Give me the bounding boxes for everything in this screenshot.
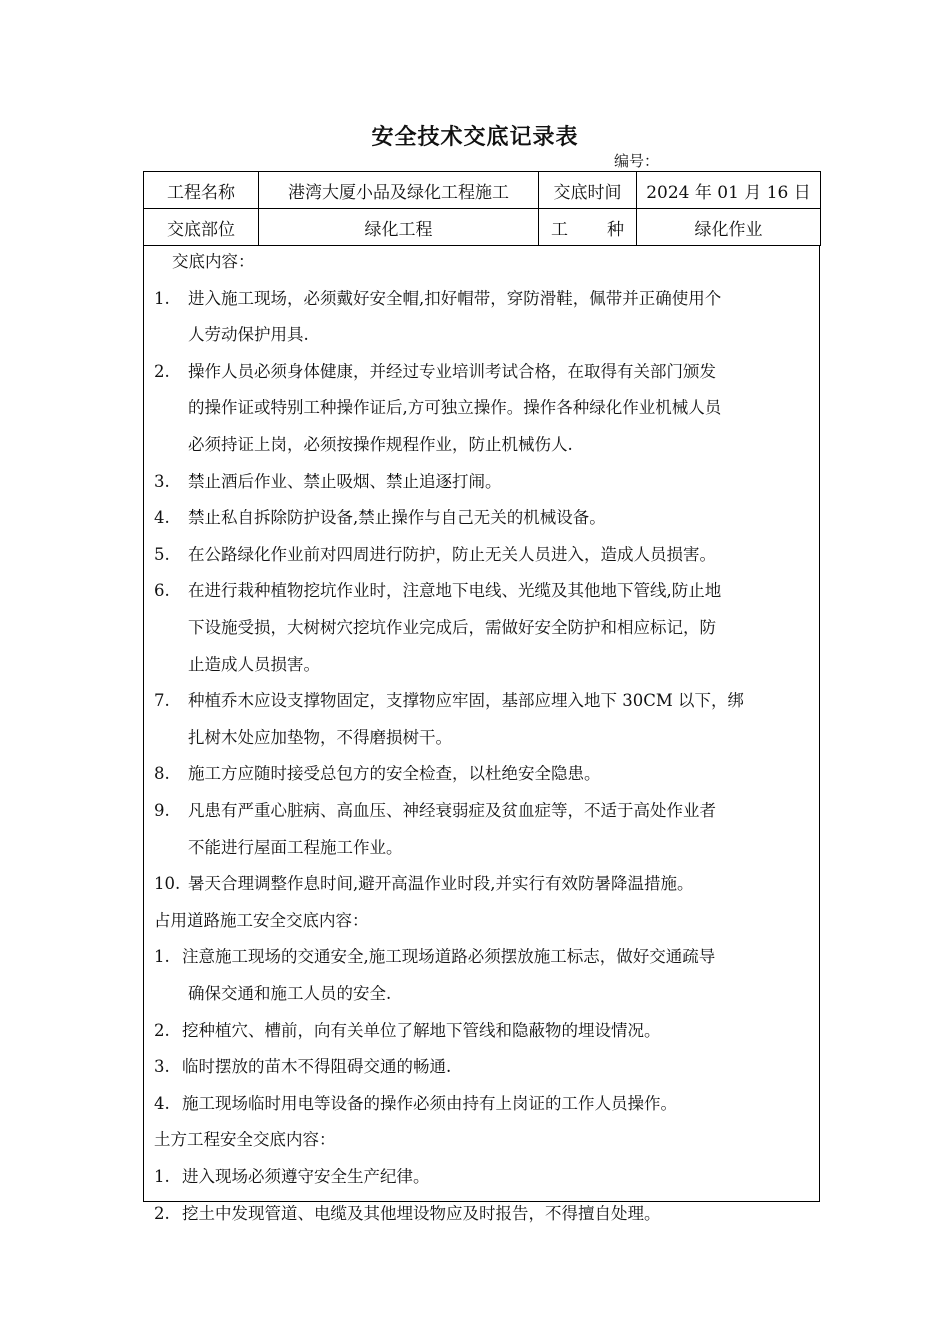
- item-number: 4.: [154, 508, 170, 528]
- item-number: 3.: [154, 1057, 170, 1077]
- item-text: 施工方应随时接受总包方的安全检查，以杜绝安全隐患。: [188, 764, 601, 784]
- list-item: [144, 613, 819, 643]
- item-text: 暑天合理调整作息时间,避开高温作业时段,并实行有效防暑降温措施。: [188, 874, 694, 894]
- item-number: 6.: [154, 581, 170, 601]
- list-item: [144, 723, 819, 753]
- list-item: [144, 393, 819, 423]
- item-number: 4.: [154, 1093, 170, 1113]
- item-number: 1.: [154, 288, 170, 308]
- item-number: 1.: [154, 947, 170, 967]
- item-text: 确保交通和施工人员的安全.: [188, 984, 392, 1003]
- page-title: 安全技术交底记录表: [371, 124, 579, 150]
- section-heading-text: 交底内容：: [172, 252, 255, 271]
- table-row: [144, 172, 821, 209]
- item-text: 在进行栽种植物挖坑作业时，注意地下电线、光缆及其他地下管线,防止地: [188, 581, 722, 601]
- item-number: 8.: [154, 764, 170, 784]
- item-text: 止造成人员损害。: [188, 654, 320, 674]
- item-text: 不能进行屋面工程施工作业。: [188, 837, 403, 857]
- list-item: [144, 650, 819, 680]
- list-item: [144, 540, 819, 570]
- item-number: 1.: [154, 1167, 170, 1186]
- date-label: 交底时间: [539, 172, 637, 209]
- item-number: 10.: [154, 874, 181, 894]
- item-text: 禁止私自拆除防护设备,禁止操作与自己无关的机械设备。: [188, 508, 606, 528]
- list-item: [144, 503, 819, 533]
- item-text: 必须持证上岗，必须按操作规程作业，防止机械伤人.: [188, 435, 573, 454]
- trade-label-a: 工: [551, 219, 568, 240]
- item-text: 操作人员必须身体健康，并经过专业培训考试合格，在取得有关部门颁发: [188, 361, 716, 381]
- list-item: [144, 467, 819, 497]
- list-item: [144, 1199, 819, 1229]
- project-name-value: 港湾大厦小品及绿化工程施工: [259, 172, 539, 209]
- item-text: 在公路绿化作业前对四周进行防护，防止无关人员进入，造成人员损害。: [188, 544, 716, 564]
- section-heading: [144, 1125, 819, 1155]
- item-text: 注意施工现场的交通安全,施工现场道路必须摆放施工标志，做好交通疏导: [182, 947, 716, 967]
- item-text: 临时摆放的苗木不得阻碍交通的畅通.: [182, 1057, 452, 1077]
- item-number: 3.: [154, 471, 170, 491]
- list-item: [144, 357, 819, 387]
- list-item: [144, 759, 819, 789]
- item-text: 进入现场必须遵守安全生产纪律。: [182, 1167, 430, 1186]
- section-heading-text: 土方工程安全交底内容：: [154, 1130, 336, 1150]
- list-item: [144, 1052, 819, 1082]
- item-number: 2.: [154, 1020, 170, 1040]
- item-number: 9.: [154, 801, 170, 820]
- header-table: [143, 171, 821, 246]
- item-text: 禁止酒后作业、禁止吸烟、禁止追逐打闹。: [188, 471, 502, 491]
- date-value: 2024 年 01 月 16 日: [637, 172, 821, 209]
- list-item: [144, 942, 819, 972]
- item-number: 5.: [154, 544, 170, 564]
- list-item: [144, 1016, 819, 1046]
- item-text: 施工现场临时用电等设备的操作必须由持有上岗证的工作人员操作。: [182, 1093, 677, 1113]
- list-item: [144, 686, 819, 716]
- item-number: 2.: [154, 1203, 170, 1223]
- section-heading: [144, 906, 819, 936]
- list-item: [144, 576, 819, 606]
- item-text: 下设施受损，大树树穴挖坑作业完成后，需做好安全防护和相应标记，防: [188, 618, 716, 637]
- item-text: 挖土中发现管道、电缆及其他埋设物应及时报告，不得擅自处理。: [182, 1203, 661, 1223]
- list-item: [144, 284, 819, 314]
- trade-label: [539, 209, 637, 246]
- item-text: 种植乔木应设支撑物固定，支撑物应牢固，基部应埋入地下 30CM 以下，绑: [188, 691, 745, 711]
- trade-label-b: 种: [607, 219, 624, 240]
- list-item: [144, 833, 819, 863]
- item-text: 挖种植穴、槽前，向有关单位了解地下管线和隐蔽物的埋设情况。: [182, 1020, 661, 1040]
- list-item: [144, 869, 819, 899]
- list-item: [144, 320, 819, 350]
- trade-value: 绿化作业: [637, 209, 821, 246]
- item-number: 7.: [154, 691, 170, 711]
- item-text: 进入施工现场，必须戴好安全帽,扣好帽带，穿防滑鞋，佩带并正确使用个: [188, 288, 722, 308]
- item-text: 凡患有严重心脏病、高血压、神经衰弱症及贫血症等，不适于高处作业者: [188, 801, 716, 820]
- part-value: 绿化工程: [259, 209, 539, 246]
- list-item: [144, 979, 819, 1009]
- part-label: 交底部位: [144, 209, 259, 246]
- serial-number-label: 编号：: [614, 152, 660, 170]
- list-item: [144, 796, 819, 826]
- section-heading: [144, 247, 819, 277]
- list-item: [144, 1089, 819, 1119]
- item-text: 扎树木处应加垫物，不得磨损树干。: [188, 727, 452, 747]
- item-text: 人劳动保护用具.: [188, 325, 309, 345]
- list-item: [144, 430, 819, 460]
- item-text: 的操作证或特别工种操作证后,方可独立操作。操作各种绿化作业机械人员: [188, 398, 722, 418]
- list-item: [144, 1162, 819, 1192]
- section-heading-text: 占用道路施工安全交底内容：: [154, 910, 369, 930]
- table-row: [144, 209, 821, 246]
- item-number: 2.: [154, 361, 170, 381]
- project-name-label: 工程名称: [144, 172, 259, 209]
- content-box: [143, 246, 820, 1223]
